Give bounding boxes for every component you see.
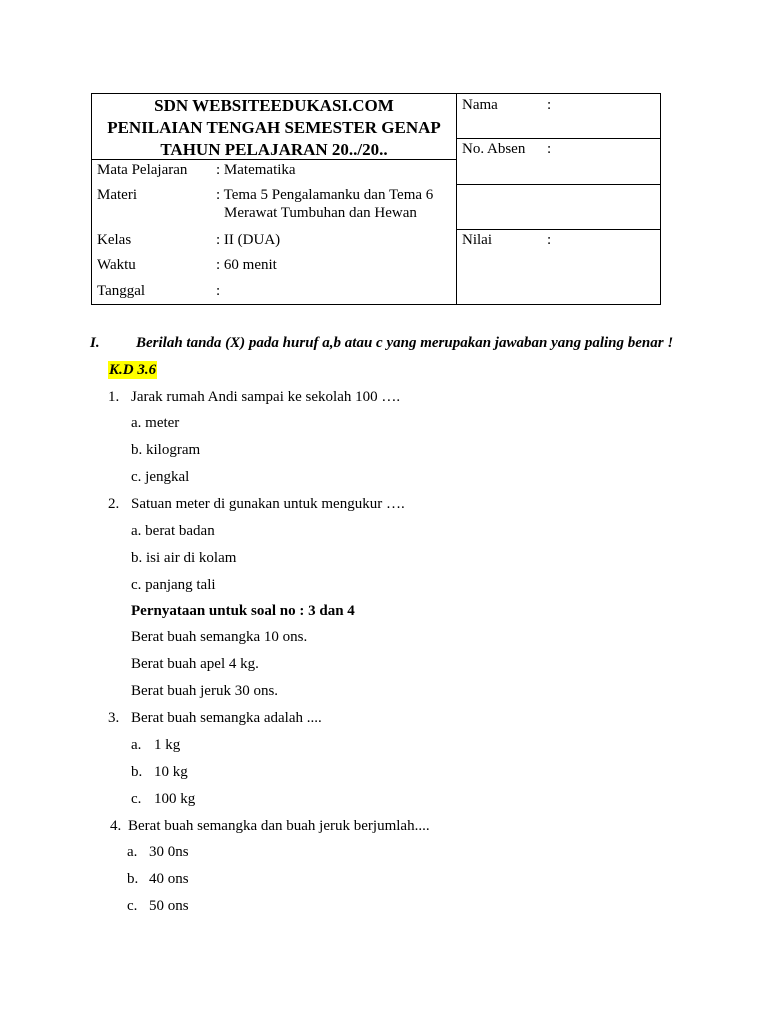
material-label: Materi (97, 187, 137, 203)
academic-year: TAHUN PELAJARAN 20../20.. (160, 140, 388, 159)
section-instruction: Berilah tanda (X) pada huruf a,b atau c yang merupakan jawaban yang paling benar ! (136, 335, 674, 351)
subject-value: : Matematika (216, 162, 296, 178)
answer-option: c. panjang tali (131, 577, 216, 593)
answer-option: c. jengkal (131, 469, 190, 485)
name-field-label: Nama (462, 97, 498, 113)
name-field-colon: : (547, 97, 552, 113)
statement-line: Berat buah semangka 10 ons. (131, 629, 308, 645)
option-letter: a. (127, 844, 138, 860)
statement-line: Berat buah jeruk 30 ons. (131, 683, 279, 699)
question-text: Berat buah semangka dan buah jeruk berjumlah.... (128, 818, 430, 834)
question-number: 4. (110, 818, 122, 834)
time-value: : 60 menit (216, 257, 277, 273)
class-label: Kelas (97, 232, 132, 248)
answer-option: 30 0ns (149, 844, 189, 860)
question-text: Jarak rumah Andi sampai ke sekolah 100 …. (131, 389, 401, 405)
date-value: : (216, 283, 221, 299)
table-divider (456, 94, 457, 304)
question-number: 2. (108, 496, 120, 512)
question-text: Satuan meter di gunakan untuk mengukur …. (131, 496, 405, 512)
table-divider (457, 138, 661, 139)
answer-option: a. berat badan (131, 523, 215, 539)
absence-number-label: No. Absen (462, 141, 526, 157)
material-value-line2: Merawat Tumbuhan dan Hewan (224, 205, 417, 221)
subject-label: Mata Pelajaran (97, 162, 188, 178)
table-divider (457, 184, 661, 185)
option-letter: a. (131, 737, 142, 753)
option-letter: b. (131, 764, 143, 780)
answer-option: b. kilogram (131, 442, 201, 458)
question-text: Berat buah semangka adalah .... (131, 710, 322, 726)
option-letter: c. (127, 898, 138, 914)
statement-title: Pernyataan untuk soal no : 3 dan 4 (131, 603, 355, 619)
answer-option: 1 kg (154, 737, 181, 753)
option-letter: b. (127, 871, 139, 887)
answer-option: 100 kg (154, 791, 196, 807)
section-number: I. (90, 335, 100, 351)
time-label: Waktu (97, 257, 136, 273)
kd-badge: K.D 3.6 (109, 362, 157, 378)
score-label: Nilai (462, 232, 492, 248)
answer-option: 40 ons (149, 871, 189, 887)
material-value: : Tema 5 Pengalamanku dan Tema 6 (216, 187, 434, 203)
table-divider (457, 229, 661, 230)
exam-header-table (91, 93, 661, 305)
statement-line: Berat buah apel 4 kg. (131, 656, 259, 672)
answer-option: a. meter (131, 415, 180, 431)
exam-name: PENILAIAN TENGAH SEMESTER GENAP (107, 118, 441, 137)
school-name: SDN WEBSITEEDUKASI.COM (154, 96, 394, 115)
absence-number-colon: : (547, 141, 552, 157)
question-number: 1. (108, 389, 120, 405)
date-label: Tanggal (97, 283, 146, 299)
score-colon: : (547, 232, 552, 248)
question-number: 3. (108, 710, 120, 726)
school-title-block (92, 95, 456, 161)
answer-option: 50 ons (149, 898, 189, 914)
answer-option: 10 kg (154, 764, 188, 780)
answer-option: b. isi air di kolam (131, 550, 237, 566)
option-letter: c. (131, 791, 142, 807)
class-value: : II (DUA) (216, 232, 281, 248)
